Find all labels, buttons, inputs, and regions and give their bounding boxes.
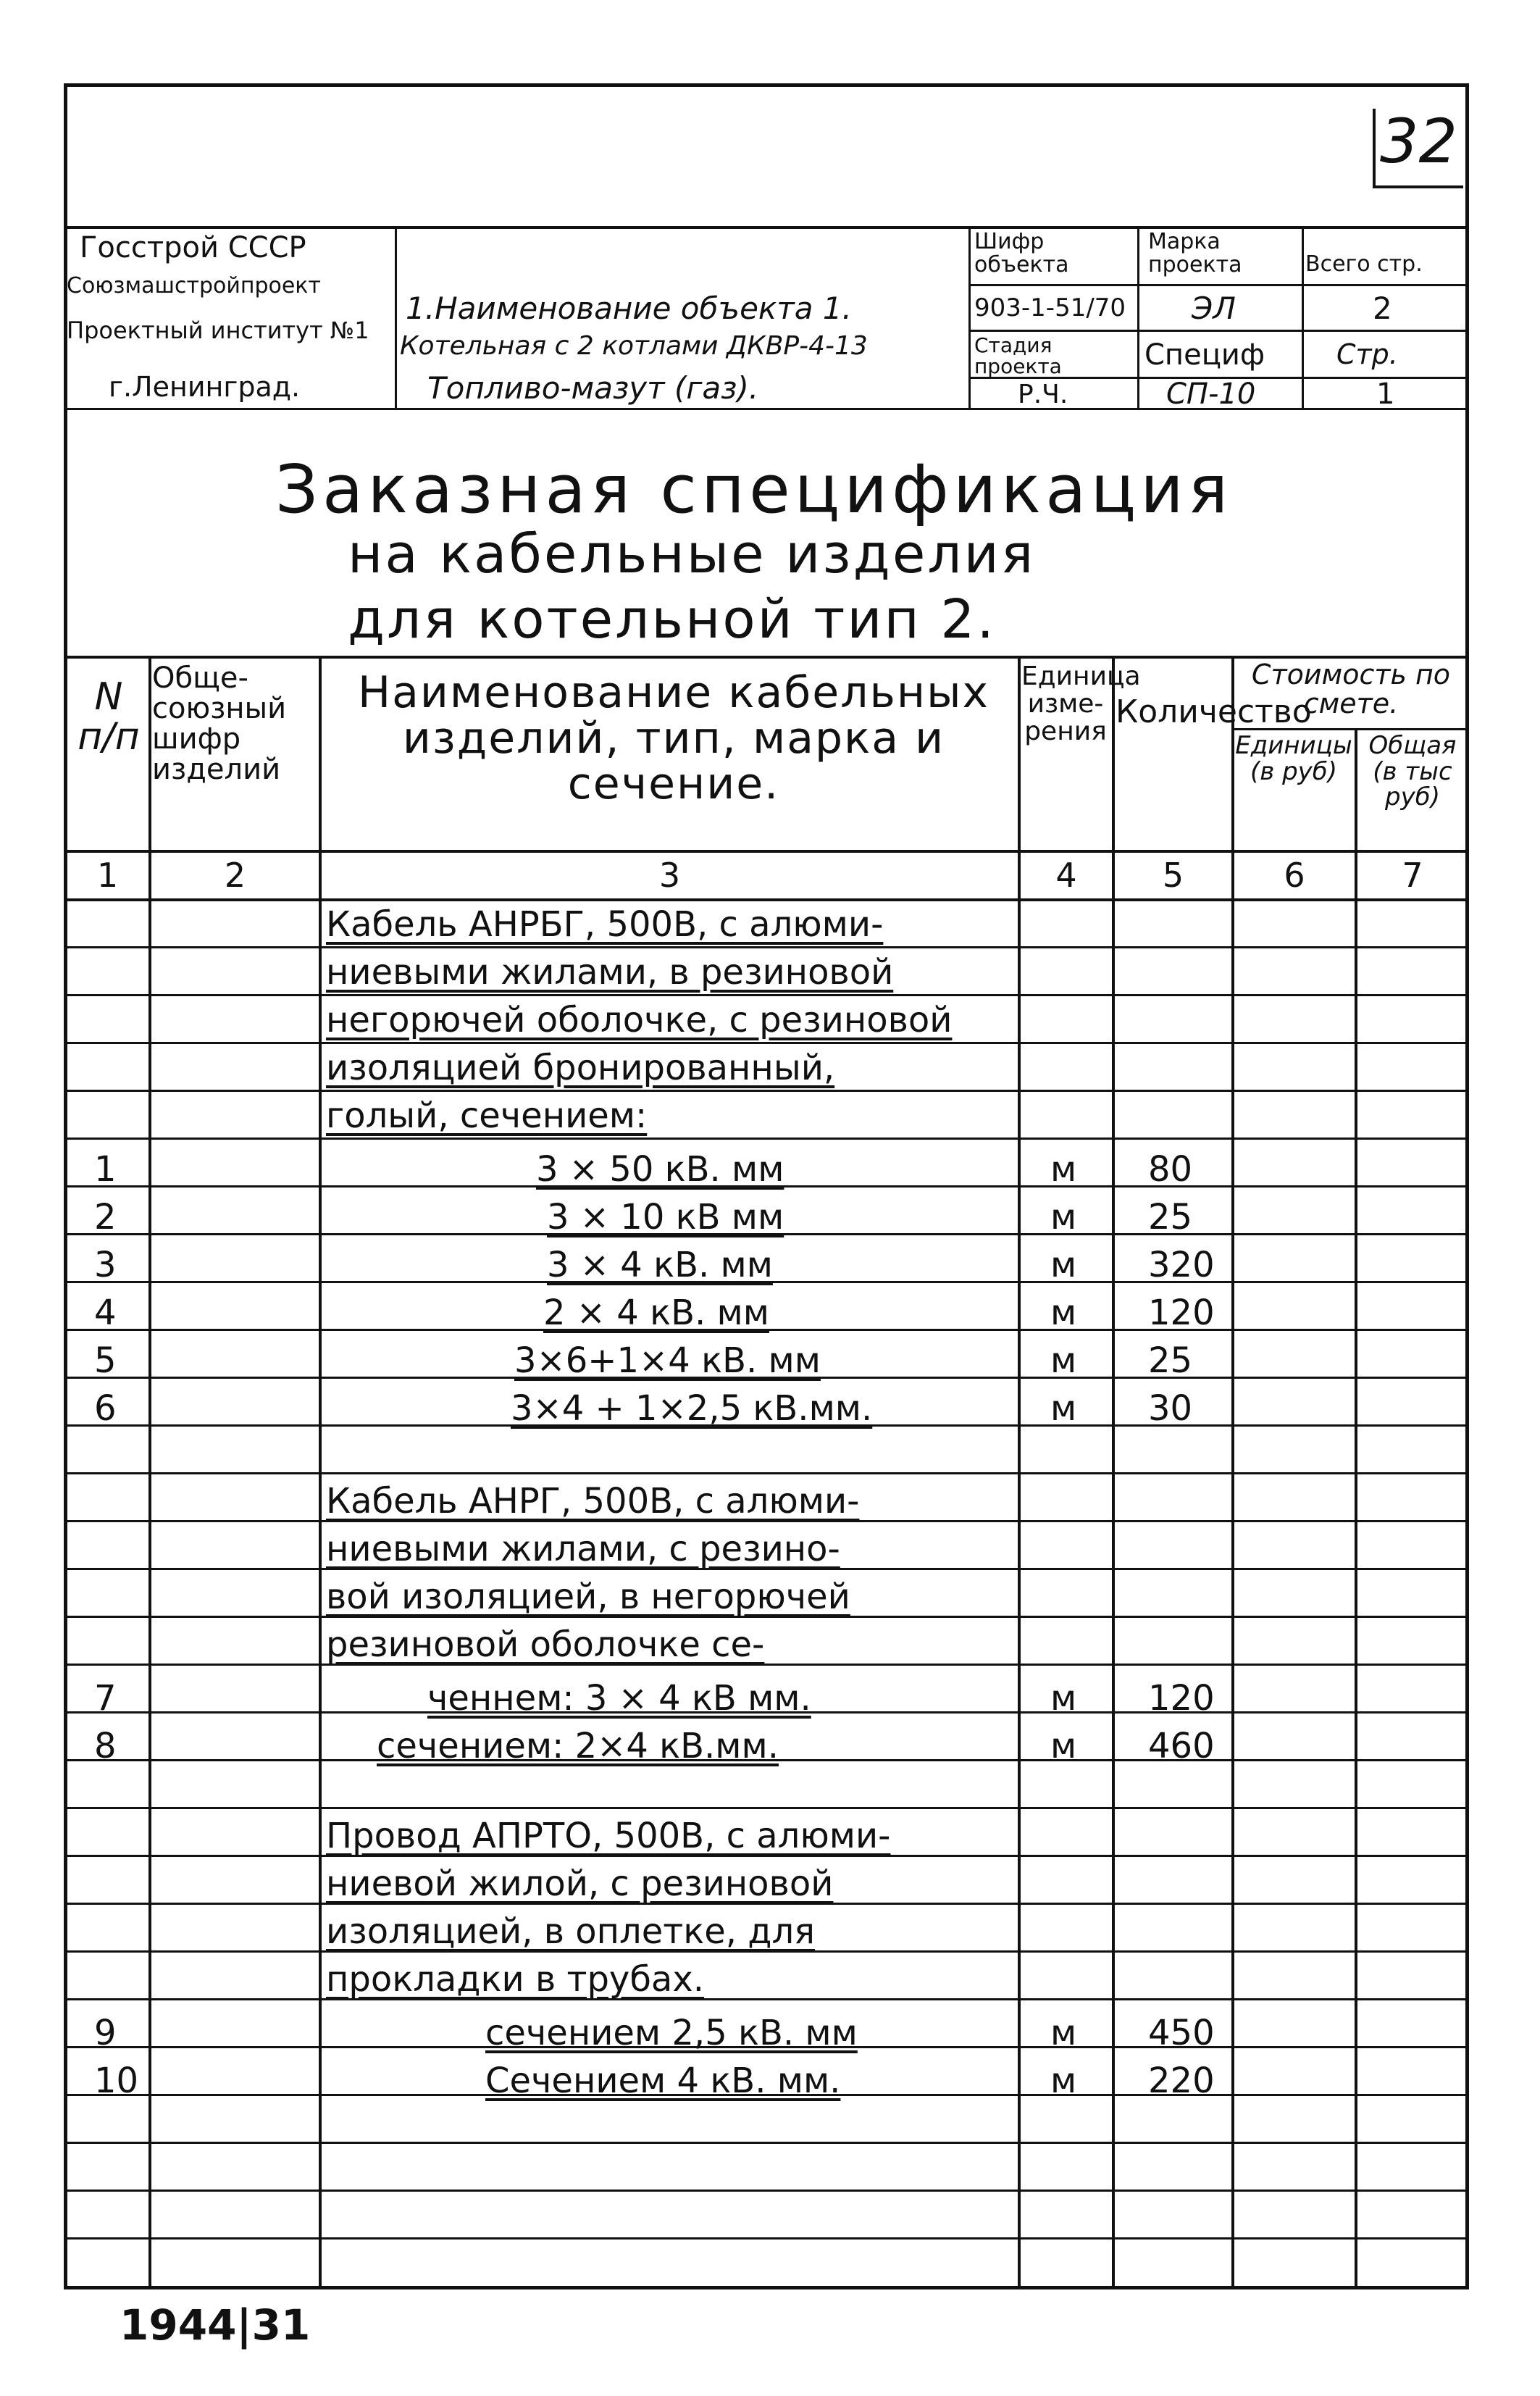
row-number: 2 <box>94 1197 117 1237</box>
col-num-2: 2 <box>224 856 246 895</box>
cipher-value: 903-1-51/70 <box>974 293 1126 322</box>
col-header-7: Общая (в тыс руб) <box>1368 731 1457 812</box>
col-header-3: Наименование кабельных изделий, тип, марка и сечение. <box>357 667 990 809</box>
row-quantity: 450 <box>1148 2013 1215 2053</box>
row-quantity: 220 <box>1148 2061 1215 2101</box>
row-unit: м <box>1050 1149 1077 1190</box>
row-unit: м <box>1050 2013 1077 2053</box>
row-item-name: сечением: 2×4 кВ.мм. <box>377 1726 779 1766</box>
org-line-4: г.Ленинград. <box>109 371 301 403</box>
org-line-3: Проектный институт №1 <box>67 317 369 344</box>
object-line-1: 1.Наименование объекта 1. <box>406 291 852 326</box>
col-num-5: 5 <box>1162 856 1184 895</box>
row-unit: м <box>1050 1726 1077 1766</box>
section-1-line-1: Кабель АНРБГ, 500В, с алюми- <box>326 904 884 945</box>
row-number: 6 <box>94 1388 117 1429</box>
section-3-line-2: ниевой жилой, с резиновой <box>326 1863 834 1904</box>
row-quantity: 120 <box>1148 1293 1215 1333</box>
cipher-label: Шифр объекта <box>974 229 1069 277</box>
section-3-line-1: Провод АПРТО, 500В, с алюми- <box>326 1816 891 1856</box>
section-2-line-2: ниевыми жилами, с резино- <box>326 1529 840 1569</box>
row-unit: м <box>1050 1678 1077 1719</box>
spec-value: СП-10 <box>1166 377 1256 411</box>
row-number: 5 <box>94 1340 117 1381</box>
total-value: 2 <box>1373 291 1392 326</box>
table-row-line <box>64 1807 1469 1809</box>
table-row-line <box>64 994 1469 996</box>
table-row-line <box>64 1472 1469 1474</box>
row-item-name: 3×4 + 1×2,5 кВ.мм. <box>511 1388 873 1429</box>
row-quantity: 80 <box>1148 1149 1193 1190</box>
mark-label: Марка проекта <box>1148 229 1242 277</box>
row-quantity: 120 <box>1148 1678 1215 1719</box>
row-item-name: ченнем: 3 × 4 кВ мм. <box>427 1678 811 1719</box>
col-header-5: Количество <box>1116 693 1312 730</box>
row-number: 4 <box>94 1293 117 1333</box>
row-number: 1 <box>94 1149 117 1190</box>
row-item-name: 3×6+1×4 кВ. мм <box>514 1340 821 1381</box>
table-row-line <box>64 946 1469 948</box>
row-item-name: сечением 2,5 кВ. мм <box>485 2013 858 2053</box>
row-unit: м <box>1050 1197 1077 1237</box>
object-line-3: Топливо-мазут (газ). <box>427 370 759 406</box>
col-header-6-group: Стоимость по смете. <box>1251 659 1451 719</box>
doc-title: Заказная спецификация <box>275 451 1233 528</box>
col-header-4: Единица изме-рения <box>1021 661 1141 746</box>
page-label: Стр. <box>1336 338 1398 370</box>
table-row-line <box>64 2237 1469 2240</box>
table-row-line <box>64 1998 1469 2000</box>
row-unit: м <box>1050 1293 1077 1333</box>
section-2-line-1: Кабель АНРГ, 500В, с алюми- <box>326 1481 860 1521</box>
section-2-line-3: вой изоляцией, в негорючей <box>326 1577 850 1617</box>
row-number: 10 <box>94 2061 139 2101</box>
mark-value: ЭЛ <box>1192 291 1236 326</box>
col-header-1: N п/п <box>78 675 140 759</box>
section-2-line-4: резиновой оболочке се- <box>326 1624 765 1665</box>
row-quantity: 460 <box>1148 1726 1215 1766</box>
col-num-4: 4 <box>1055 856 1077 895</box>
table-row-line <box>64 2142 1469 2144</box>
stage-value: Р.Ч. <box>1018 380 1068 409</box>
section-1-line-2: ниевыми жилами, в резиновой <box>326 952 894 993</box>
row-item-name: 3 × 4 кВ. мм <box>547 1245 773 1285</box>
row-quantity: 25 <box>1148 1340 1193 1381</box>
row-unit: м <box>1050 2061 1077 2101</box>
row-quantity: 320 <box>1148 1245 1215 1285</box>
row-item-name: 2 × 4 кВ. мм <box>543 1293 769 1333</box>
row-unit: м <box>1050 1340 1077 1381</box>
table-row-line <box>64 1090 1469 1092</box>
doc-subtitle-2: для котельной тип 2. <box>348 588 996 651</box>
doc-subtitle-1: на кабельные изделия <box>348 523 1036 585</box>
table-row-line <box>64 1664 1469 1666</box>
row-unit: м <box>1050 1245 1077 1285</box>
col-num-3: 3 <box>658 856 681 895</box>
col-header-2: Обще-союзный шифр изделий <box>152 661 287 786</box>
section-3-line-3: изоляцией, в оплетке, для <box>326 1911 815 1952</box>
col-num-6: 6 <box>1284 856 1305 895</box>
section-3-line-4: прокладки в трубах. <box>326 1959 704 2000</box>
col-num-7: 7 <box>1402 856 1423 895</box>
row-number: 7 <box>94 1678 117 1719</box>
section-1-line-5: голый, сечением: <box>326 1095 648 1136</box>
stage-label: Стадия проекта <box>974 333 1062 379</box>
total-label: Всего стр. <box>1305 251 1423 277</box>
table-row-line <box>64 1042 1469 1044</box>
table-row-line <box>64 2190 1469 2192</box>
row-unit: м <box>1050 1388 1077 1429</box>
row-item-name: 3 × 10 кВ мм <box>547 1197 784 1237</box>
row-item-name: Сечением 4 кВ. мм. <box>485 2061 841 2101</box>
section-1-line-4: изоляцией бронированный, <box>326 1048 835 1088</box>
spec-label: Специф <box>1144 338 1265 372</box>
page-number: 32 <box>1380 106 1457 177</box>
org-line-1: Госстрой СССР <box>80 231 306 264</box>
col-header-6: Единицы (в руб) <box>1235 731 1352 786</box>
row-quantity: 25 <box>1148 1197 1193 1237</box>
page-value: 1 <box>1376 377 1395 411</box>
row-quantity: 30 <box>1148 1388 1193 1429</box>
row-number: 9 <box>94 2013 117 2053</box>
page-number-box <box>1373 106 1463 188</box>
org-line-2: Союзмашстройпроект <box>67 273 321 299</box>
footer-mark: 1944|31 <box>120 2300 311 2350</box>
row-item-name: 3 × 50 кВ. мм <box>536 1149 784 1190</box>
col-num-1: 1 <box>96 856 119 895</box>
table-row-line <box>64 1138 1469 1140</box>
row-number: 8 <box>94 1726 117 1766</box>
object-line-2: Котельная с 2 котлами ДКВР-4-13 <box>400 331 868 361</box>
section-1-line-3: негорючей оболочке, с резиновой <box>326 1000 953 1040</box>
row-number: 3 <box>94 1245 117 1285</box>
